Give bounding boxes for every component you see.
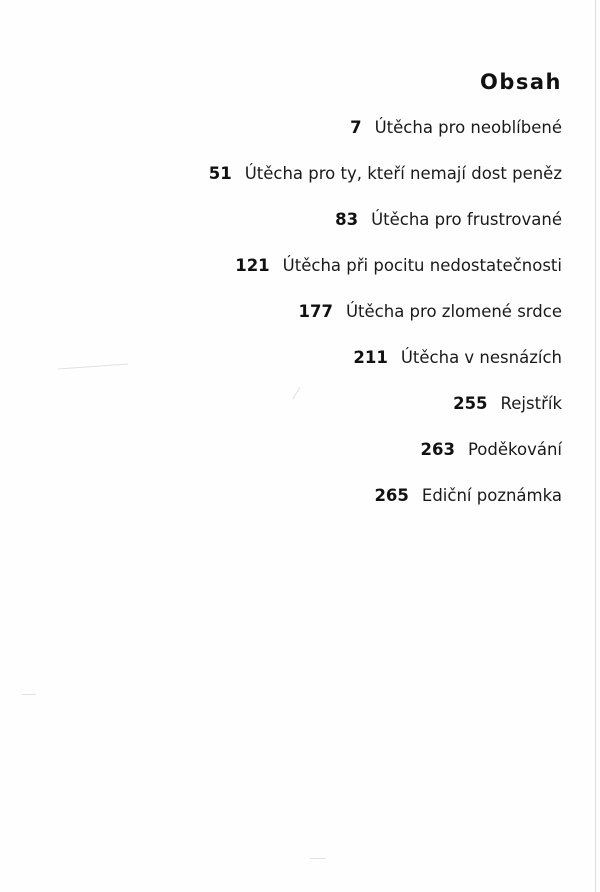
toc-entry — [42, 206, 562, 252]
toc-entry — [42, 160, 562, 206]
toc-chapter-title: Útěcha v nesnázích — [400, 348, 562, 367]
table-of-contents — [42, 114, 562, 528]
toc-page-number: 265 — [374, 486, 409, 505]
toc-chapter-title: Útěcha pro ty, kteří nemají dost peněz — [244, 164, 562, 183]
toc-chapter-title: Útěcha při pocitu nedostatečnosti — [282, 256, 562, 275]
toc-page-number: 177 — [298, 302, 333, 321]
toc-entry — [42, 298, 562, 344]
toc-page-number: 121 — [235, 256, 270, 275]
toc-entry — [42, 114, 562, 160]
toc-page-number: 83 — [335, 210, 359, 229]
toc-entry — [42, 252, 562, 298]
toc-page-number: 211 — [353, 348, 388, 367]
scan-smudge — [22, 694, 36, 695]
toc-chapter-title: Útěcha pro zlomené srdce — [345, 302, 562, 321]
toc-page-number: 7 — [350, 118, 362, 137]
toc-chapter-title: Útěcha pro neoblíbené — [374, 118, 562, 137]
toc-page-number: 255 — [453, 394, 488, 413]
toc-entry — [42, 390, 562, 436]
toc-chapter-title: Útěcha pro frustrované — [371, 210, 562, 229]
page-title: Obsah — [479, 70, 562, 94]
page-edge — [595, 0, 596, 892]
toc-entry — [42, 344, 562, 390]
toc-chapter-title: Rejstřík — [500, 394, 562, 413]
scan-smudge — [310, 858, 326, 859]
toc-chapter-title: Poděkování — [467, 440, 562, 459]
toc-entry — [42, 482, 562, 528]
toc-chapter-title: Ediční poznámka — [421, 486, 562, 505]
toc-page-number: 51 — [208, 164, 232, 183]
toc-entry — [42, 436, 562, 482]
toc-page-number: 263 — [420, 440, 455, 459]
